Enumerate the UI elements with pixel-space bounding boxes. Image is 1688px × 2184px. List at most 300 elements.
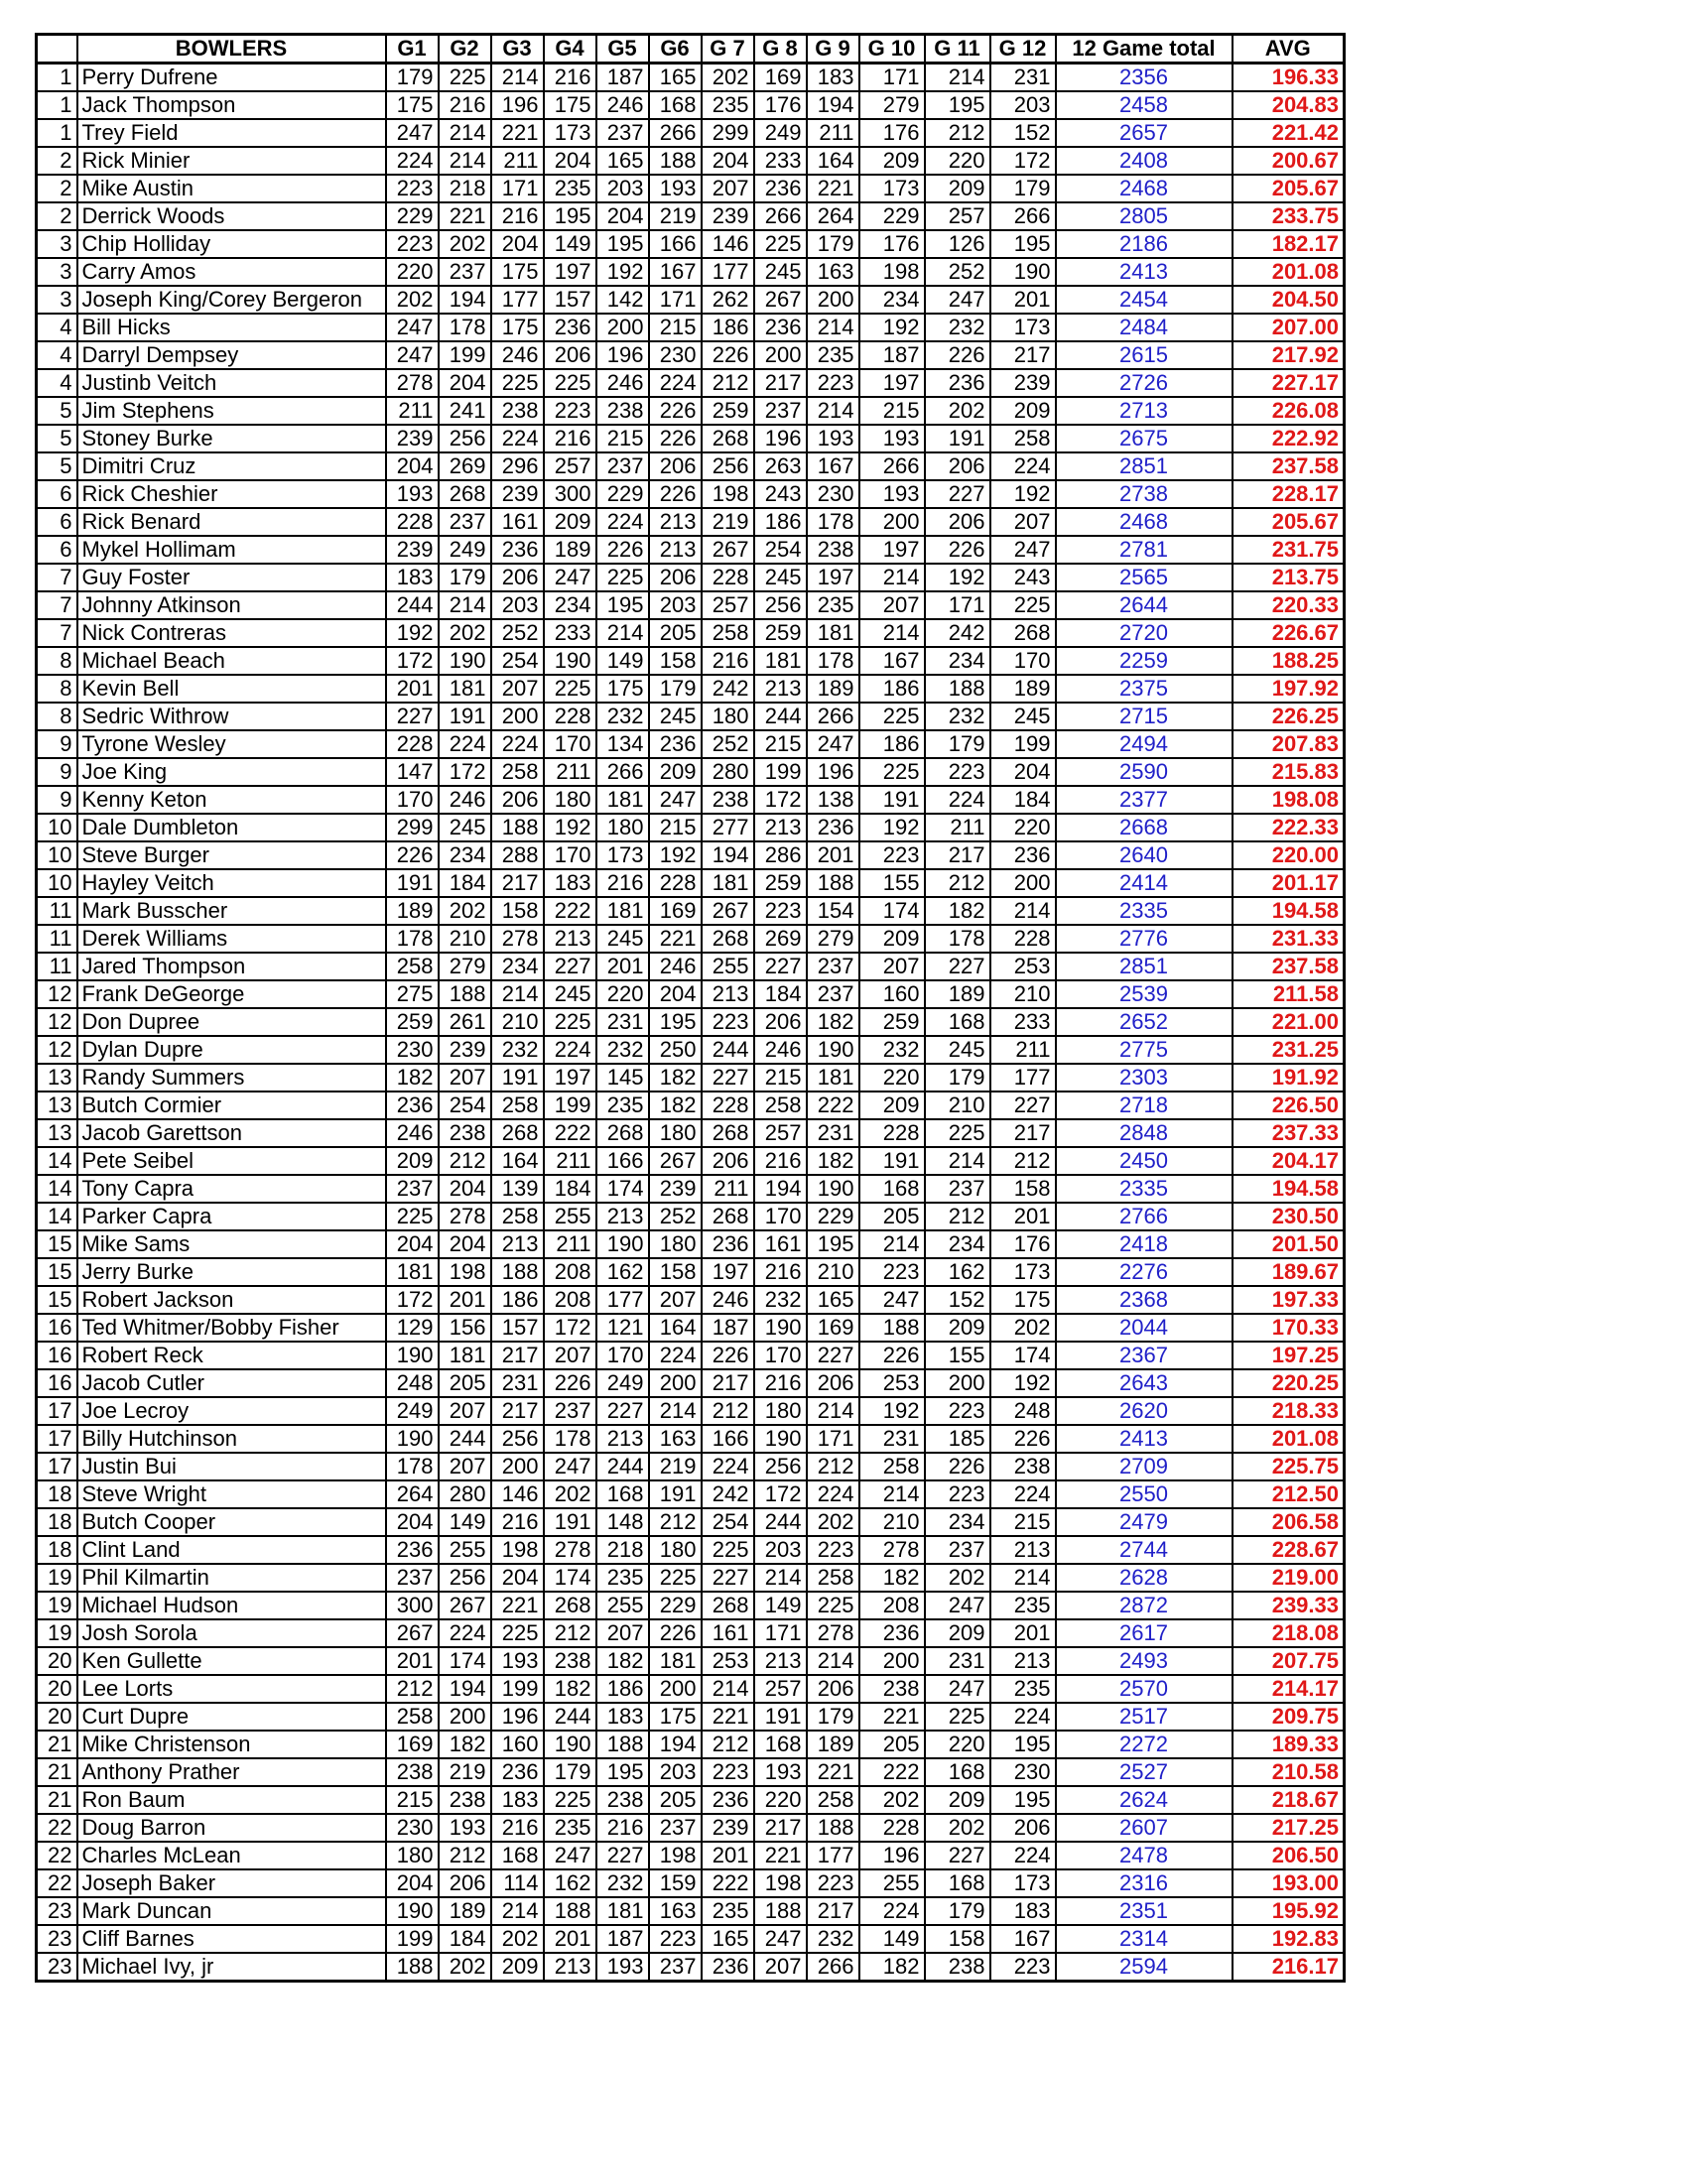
game-total: 2375 bbox=[1056, 675, 1233, 703]
game-score: 222 bbox=[544, 1119, 596, 1147]
team-number: 7 bbox=[37, 591, 77, 619]
game-score: 234 bbox=[925, 647, 990, 675]
game-score: 177 bbox=[990, 1064, 1056, 1092]
game-score: 206 bbox=[491, 786, 544, 814]
average: 220.00 bbox=[1233, 841, 1345, 869]
game-total: 2478 bbox=[1056, 1842, 1233, 1869]
average: 212.50 bbox=[1233, 1480, 1345, 1508]
game-score: 169 bbox=[649, 897, 702, 925]
game-total: 2413 bbox=[1056, 1425, 1233, 1453]
game-score: 216 bbox=[596, 1814, 649, 1842]
table-row bbox=[37, 980, 1345, 1008]
game-score: 195 bbox=[649, 1008, 702, 1036]
game-score: 227 bbox=[544, 953, 596, 980]
game-score: 242 bbox=[925, 619, 990, 647]
game-score: 198 bbox=[649, 1842, 702, 1869]
game-score: 233 bbox=[544, 619, 596, 647]
table-row bbox=[37, 1814, 1345, 1842]
game-score: 183 bbox=[807, 64, 859, 92]
game-score: 235 bbox=[702, 91, 754, 119]
game-score: 193 bbox=[859, 480, 925, 508]
game-score: 239 bbox=[702, 1814, 754, 1842]
game-score: 228 bbox=[544, 703, 596, 730]
game-score: 252 bbox=[649, 1203, 702, 1230]
game-score: 245 bbox=[649, 703, 702, 730]
game-score: 234 bbox=[925, 1508, 990, 1536]
team-number: 17 bbox=[37, 1425, 77, 1453]
game-score: 226 bbox=[925, 341, 990, 369]
game-score: 247 bbox=[544, 1453, 596, 1480]
table-row bbox=[37, 841, 1345, 869]
game-score: 277 bbox=[702, 814, 754, 841]
average: 237.58 bbox=[1233, 452, 1345, 480]
table-row bbox=[37, 175, 1345, 202]
game-score: 182 bbox=[596, 1647, 649, 1675]
average: 221.42 bbox=[1233, 119, 1345, 147]
team-number: 1 bbox=[37, 91, 77, 119]
game-score: 224 bbox=[649, 369, 702, 397]
game-score: 145 bbox=[596, 1064, 649, 1092]
game-score: 193 bbox=[807, 425, 859, 452]
game-score: 214 bbox=[754, 1564, 807, 1592]
game-score: 225 bbox=[544, 1008, 596, 1036]
game-score: 171 bbox=[649, 286, 702, 314]
game-total: 2418 bbox=[1056, 1230, 1233, 1258]
game-total: 2657 bbox=[1056, 119, 1233, 147]
game-score: 236 bbox=[859, 1619, 925, 1647]
game-score: 173 bbox=[859, 175, 925, 202]
bowler-name: Trey Field bbox=[77, 119, 386, 147]
average: 237.58 bbox=[1233, 953, 1345, 980]
game-score: 174 bbox=[439, 1647, 491, 1675]
game-score: 215 bbox=[859, 397, 925, 425]
game-score: 210 bbox=[491, 1008, 544, 1036]
game-score: 238 bbox=[439, 1786, 491, 1814]
game-score: 184 bbox=[544, 1175, 596, 1203]
game-score: 178 bbox=[386, 925, 439, 953]
game-score: 177 bbox=[702, 258, 754, 286]
game-score: 220 bbox=[925, 147, 990, 175]
game-score: 264 bbox=[386, 1480, 439, 1508]
game-total: 2594 bbox=[1056, 1953, 1233, 1982]
game-score: 225 bbox=[544, 369, 596, 397]
game-score: 204 bbox=[491, 230, 544, 258]
game-score: 184 bbox=[439, 1925, 491, 1953]
game-total: 2781 bbox=[1056, 536, 1233, 564]
game-score: 237 bbox=[386, 1175, 439, 1203]
game-score: 208 bbox=[544, 1286, 596, 1314]
game-score: 236 bbox=[491, 536, 544, 564]
game-score: 229 bbox=[859, 202, 925, 230]
game-score: 236 bbox=[386, 1092, 439, 1119]
team-number: 15 bbox=[37, 1258, 77, 1286]
game-score: 256 bbox=[754, 591, 807, 619]
game-score: 247 bbox=[544, 564, 596, 591]
game-score: 247 bbox=[386, 314, 439, 341]
game-score: 188 bbox=[925, 675, 990, 703]
bowler-name: Perry Dufrene bbox=[77, 64, 386, 92]
game-score: 210 bbox=[439, 925, 491, 953]
game-score: 223 bbox=[754, 897, 807, 925]
table-row bbox=[37, 1314, 1345, 1342]
team-number: 9 bbox=[37, 730, 77, 758]
bowler-name: Jack Thompson bbox=[77, 91, 386, 119]
game-score: 235 bbox=[596, 1092, 649, 1119]
game-score: 214 bbox=[990, 1564, 1056, 1592]
team-number: 18 bbox=[37, 1508, 77, 1536]
team-number: 1 bbox=[37, 119, 77, 147]
game-score: 170 bbox=[386, 786, 439, 814]
game-score: 160 bbox=[491, 1731, 544, 1758]
table-row bbox=[37, 1092, 1345, 1119]
game-score: 191 bbox=[754, 1703, 807, 1731]
game-score: 257 bbox=[702, 591, 754, 619]
game-score: 154 bbox=[807, 897, 859, 925]
average: 228.67 bbox=[1233, 1536, 1345, 1564]
game-score: 179 bbox=[925, 1897, 990, 1925]
game-score: 204 bbox=[386, 1508, 439, 1536]
game-score: 205 bbox=[859, 1203, 925, 1230]
table-row bbox=[37, 1647, 1345, 1675]
game-score: 257 bbox=[925, 202, 990, 230]
game-score: 180 bbox=[649, 1119, 702, 1147]
game-score: 192 bbox=[649, 841, 702, 869]
team-number: 18 bbox=[37, 1480, 77, 1508]
bowler-name: Derek Williams bbox=[77, 925, 386, 953]
game-score: 207 bbox=[439, 1397, 491, 1425]
game-total: 2527 bbox=[1056, 1758, 1233, 1786]
game-score: 186 bbox=[859, 675, 925, 703]
game-total: 2259 bbox=[1056, 647, 1233, 675]
game-score: 186 bbox=[754, 508, 807, 536]
average: 214.17 bbox=[1233, 1675, 1345, 1703]
table-row bbox=[37, 258, 1345, 286]
game-score: 197 bbox=[807, 564, 859, 591]
game-score: 157 bbox=[491, 1314, 544, 1342]
header-game-6: G6 bbox=[649, 35, 702, 64]
game-score: 155 bbox=[925, 1342, 990, 1369]
game-score: 158 bbox=[649, 647, 702, 675]
game-score: 180 bbox=[544, 786, 596, 814]
average: 210.58 bbox=[1233, 1758, 1345, 1786]
game-score: 176 bbox=[990, 1230, 1056, 1258]
team-number: 12 bbox=[37, 980, 77, 1008]
game-score: 179 bbox=[925, 1064, 990, 1092]
game-score: 258 bbox=[807, 1786, 859, 1814]
game-score: 180 bbox=[386, 1842, 439, 1869]
game-score: 193 bbox=[386, 480, 439, 508]
average: 226.50 bbox=[1233, 1092, 1345, 1119]
game-score: 247 bbox=[925, 286, 990, 314]
game-score: 267 bbox=[439, 1592, 491, 1619]
game-score: 215 bbox=[596, 425, 649, 452]
game-score: 182 bbox=[544, 1675, 596, 1703]
table-row bbox=[37, 786, 1345, 814]
average: 216.17 bbox=[1233, 1953, 1345, 1982]
game-score: 232 bbox=[925, 314, 990, 341]
game-score: 247 bbox=[386, 341, 439, 369]
game-score: 167 bbox=[859, 647, 925, 675]
game-score: 178 bbox=[544, 1425, 596, 1453]
bowler-name: Mike Austin bbox=[77, 175, 386, 202]
game-total: 2709 bbox=[1056, 1453, 1233, 1480]
game-score: 193 bbox=[754, 1758, 807, 1786]
game-score: 214 bbox=[439, 119, 491, 147]
table-row bbox=[37, 480, 1345, 508]
team-number: 4 bbox=[37, 341, 77, 369]
game-score: 202 bbox=[439, 897, 491, 925]
game-score: 163 bbox=[807, 258, 859, 286]
bowler-name: Joe Lecroy bbox=[77, 1397, 386, 1425]
game-score: 195 bbox=[925, 91, 990, 119]
game-score: 228 bbox=[702, 1092, 754, 1119]
game-score: 223 bbox=[649, 1925, 702, 1953]
table-row bbox=[37, 536, 1345, 564]
table-row bbox=[37, 452, 1345, 480]
team-number: 16 bbox=[37, 1369, 77, 1397]
game-score: 227 bbox=[702, 1064, 754, 1092]
game-score: 181 bbox=[807, 619, 859, 647]
bowler-name: Don Dupree bbox=[77, 1008, 386, 1036]
game-score: 234 bbox=[925, 1230, 990, 1258]
bowler-name: Kevin Bell bbox=[77, 675, 386, 703]
team-number: 2 bbox=[37, 175, 77, 202]
game-score: 194 bbox=[439, 1675, 491, 1703]
game-score: 204 bbox=[386, 1230, 439, 1258]
game-score: 216 bbox=[754, 1147, 807, 1175]
game-score: 192 bbox=[544, 814, 596, 841]
game-score: 210 bbox=[990, 980, 1056, 1008]
game-score: 138 bbox=[807, 786, 859, 814]
game-score: 253 bbox=[990, 953, 1056, 980]
table-row bbox=[37, 202, 1345, 230]
game-score: 256 bbox=[754, 1453, 807, 1480]
game-score: 245 bbox=[990, 703, 1056, 730]
game-score: 163 bbox=[649, 1897, 702, 1925]
game-score: 200 bbox=[649, 1369, 702, 1397]
game-score: 221 bbox=[439, 202, 491, 230]
game-score: 262 bbox=[702, 286, 754, 314]
game-score: 248 bbox=[386, 1369, 439, 1397]
game-score: 239 bbox=[990, 369, 1056, 397]
game-score: 266 bbox=[807, 703, 859, 730]
game-score: 258 bbox=[807, 1564, 859, 1592]
game-score: 229 bbox=[807, 1203, 859, 1230]
header-rank bbox=[37, 35, 77, 64]
game-score: 149 bbox=[754, 1592, 807, 1619]
game-score: 190 bbox=[807, 1036, 859, 1064]
game-score: 258 bbox=[491, 758, 544, 786]
game-score: 182 bbox=[807, 1147, 859, 1175]
game-score: 245 bbox=[754, 258, 807, 286]
game-score: 196 bbox=[596, 341, 649, 369]
game-score: 199 bbox=[491, 1675, 544, 1703]
game-score: 236 bbox=[702, 1786, 754, 1814]
game-score: 176 bbox=[754, 91, 807, 119]
game-score: 216 bbox=[754, 1258, 807, 1286]
game-score: 247 bbox=[859, 1286, 925, 1314]
average: 231.75 bbox=[1233, 536, 1345, 564]
average: 193.00 bbox=[1233, 1869, 1345, 1897]
game-score: 218 bbox=[439, 175, 491, 202]
game-score: 299 bbox=[702, 119, 754, 147]
game-score: 254 bbox=[439, 1092, 491, 1119]
game-score: 259 bbox=[702, 397, 754, 425]
game-score: 181 bbox=[596, 897, 649, 925]
game-score: 214 bbox=[925, 1147, 990, 1175]
game-score: 258 bbox=[386, 953, 439, 980]
game-score: 158 bbox=[649, 1258, 702, 1286]
game-score: 212 bbox=[439, 1147, 491, 1175]
game-score: 195 bbox=[990, 1786, 1056, 1814]
game-score: 167 bbox=[807, 452, 859, 480]
game-score: 187 bbox=[702, 1314, 754, 1342]
bowler-name: Nick Contreras bbox=[77, 619, 386, 647]
game-score: 161 bbox=[491, 508, 544, 536]
game-total: 2851 bbox=[1056, 953, 1233, 980]
game-score: 256 bbox=[439, 1564, 491, 1592]
game-score: 236 bbox=[649, 730, 702, 758]
game-score: 238 bbox=[859, 1675, 925, 1703]
table-row bbox=[37, 1147, 1345, 1175]
team-number: 1 bbox=[37, 64, 77, 92]
team-number: 10 bbox=[37, 869, 77, 897]
game-score: 146 bbox=[491, 1480, 544, 1508]
game-score: 176 bbox=[859, 230, 925, 258]
bowler-name: Clint Land bbox=[77, 1536, 386, 1564]
game-score: 268 bbox=[702, 425, 754, 452]
game-score: 246 bbox=[702, 1286, 754, 1314]
game-score: 213 bbox=[544, 1953, 596, 1982]
game-score: 249 bbox=[754, 119, 807, 147]
game-score: 227 bbox=[990, 1092, 1056, 1119]
team-number: 7 bbox=[37, 619, 77, 647]
bowler-name: Steve Wright bbox=[77, 1480, 386, 1508]
game-score: 266 bbox=[859, 452, 925, 480]
game-total: 2776 bbox=[1056, 925, 1233, 953]
average: 182.17 bbox=[1233, 230, 1345, 258]
game-score: 168 bbox=[925, 1758, 990, 1786]
game-total: 2186 bbox=[1056, 230, 1233, 258]
game-score: 158 bbox=[491, 897, 544, 925]
game-score: 280 bbox=[439, 1480, 491, 1508]
game-score: 232 bbox=[754, 1286, 807, 1314]
game-score: 214 bbox=[859, 1230, 925, 1258]
game-score: 236 bbox=[990, 841, 1056, 869]
game-score: 226 bbox=[990, 1425, 1056, 1453]
game-score: 129 bbox=[386, 1314, 439, 1342]
game-score: 256 bbox=[439, 425, 491, 452]
game-score: 212 bbox=[439, 1842, 491, 1869]
game-score: 244 bbox=[702, 1036, 754, 1064]
game-score: 205 bbox=[649, 619, 702, 647]
game-score: 200 bbox=[491, 703, 544, 730]
game-total: 2356 bbox=[1056, 64, 1233, 92]
game-score: 234 bbox=[491, 953, 544, 980]
game-score: 197 bbox=[859, 536, 925, 564]
game-score: 225 bbox=[754, 230, 807, 258]
game-score: 201 bbox=[596, 953, 649, 980]
bowler-name: Dale Dumbleton bbox=[77, 814, 386, 841]
bowler-name: Robert Jackson bbox=[77, 1286, 386, 1314]
game-score: 206 bbox=[925, 452, 990, 480]
team-number: 21 bbox=[37, 1758, 77, 1786]
game-score: 247 bbox=[386, 119, 439, 147]
game-score: 216 bbox=[439, 91, 491, 119]
game-score: 238 bbox=[925, 1953, 990, 1982]
game-score: 200 bbox=[491, 1453, 544, 1480]
game-score: 213 bbox=[990, 1536, 1056, 1564]
game-score: 189 bbox=[386, 897, 439, 925]
game-score: 209 bbox=[859, 147, 925, 175]
game-score: 142 bbox=[596, 286, 649, 314]
game-score: 191 bbox=[386, 869, 439, 897]
game-score: 216 bbox=[491, 202, 544, 230]
game-score: 164 bbox=[807, 147, 859, 175]
game-score: 221 bbox=[649, 925, 702, 953]
game-score: 258 bbox=[859, 1453, 925, 1480]
header-game-5: G5 bbox=[596, 35, 649, 64]
game-score: 228 bbox=[859, 1119, 925, 1147]
game-score: 175 bbox=[491, 258, 544, 286]
game-score: 253 bbox=[859, 1369, 925, 1397]
table-row bbox=[37, 397, 1345, 425]
game-score: 187 bbox=[596, 64, 649, 92]
game-score: 215 bbox=[649, 814, 702, 841]
game-score: 267 bbox=[702, 536, 754, 564]
game-score: 200 bbox=[439, 1703, 491, 1731]
game-score: 246 bbox=[754, 1036, 807, 1064]
game-score: 193 bbox=[859, 425, 925, 452]
table-row bbox=[37, 925, 1345, 953]
game-score: 235 bbox=[990, 1592, 1056, 1619]
game-score: 219 bbox=[649, 1453, 702, 1480]
team-number: 14 bbox=[37, 1175, 77, 1203]
game-score: 224 bbox=[386, 147, 439, 175]
game-score: 190 bbox=[544, 647, 596, 675]
table-row bbox=[37, 758, 1345, 786]
game-score: 206 bbox=[807, 1369, 859, 1397]
game-score: 172 bbox=[544, 1314, 596, 1342]
game-score: 200 bbox=[807, 286, 859, 314]
game-total: 2652 bbox=[1056, 1008, 1233, 1036]
scores-body bbox=[37, 64, 1345, 1982]
table-row bbox=[37, 286, 1345, 314]
game-score: 206 bbox=[649, 452, 702, 480]
game-score: 225 bbox=[925, 1119, 990, 1147]
game-score: 223 bbox=[807, 1536, 859, 1564]
game-score: 169 bbox=[754, 64, 807, 92]
game-score: 189 bbox=[990, 675, 1056, 703]
game-score: 237 bbox=[925, 1175, 990, 1203]
team-number: 5 bbox=[37, 397, 77, 425]
game-score: 192 bbox=[990, 480, 1056, 508]
game-score: 193 bbox=[596, 1953, 649, 1982]
game-score: 152 bbox=[990, 119, 1056, 147]
game-score: 204 bbox=[439, 369, 491, 397]
game-score: 225 bbox=[702, 1536, 754, 1564]
game-total: 2744 bbox=[1056, 1536, 1233, 1564]
team-number: 15 bbox=[37, 1286, 77, 1314]
game-score: 214 bbox=[491, 980, 544, 1008]
game-score: 237 bbox=[596, 452, 649, 480]
game-score: 259 bbox=[754, 869, 807, 897]
game-score: 217 bbox=[754, 369, 807, 397]
game-score: 230 bbox=[807, 480, 859, 508]
game-score: 235 bbox=[807, 341, 859, 369]
average: 217.25 bbox=[1233, 1814, 1345, 1842]
game-score: 188 bbox=[859, 1314, 925, 1342]
